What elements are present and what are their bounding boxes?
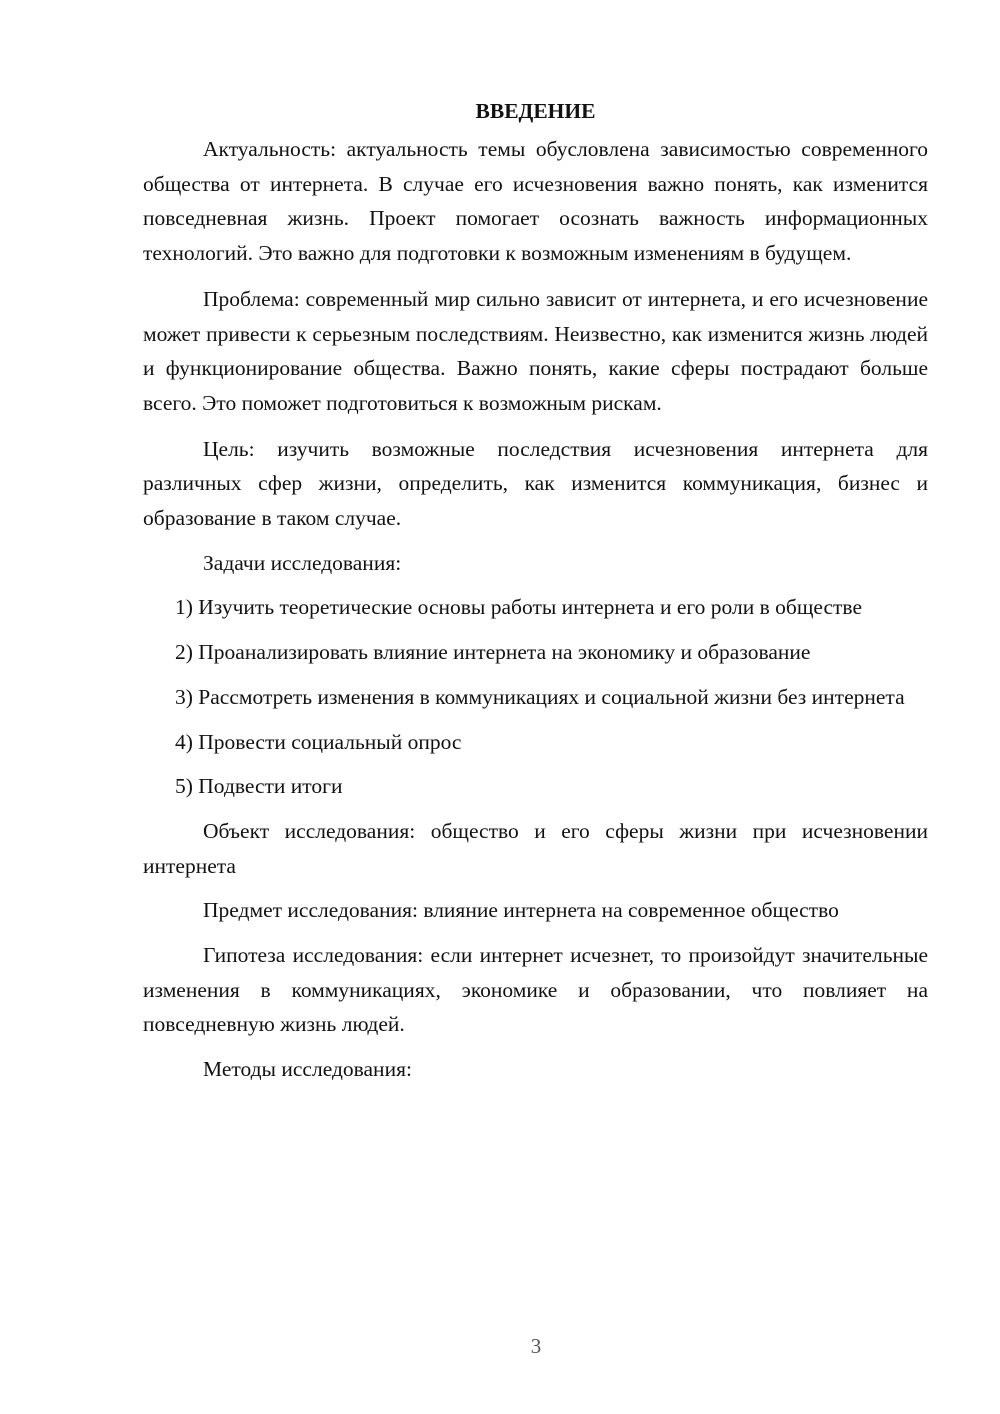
task-item-4: 4) Провести социальный опрос — [175, 729, 462, 754]
tasks-title: Задачи исследования: — [203, 550, 402, 575]
task-item-5: 5) Подвести итоги — [175, 774, 343, 799]
task-item-3: 3) Рассмотреть изменения в коммуникациях и социальной жизни без интернета — [175, 684, 905, 709]
relevance-paragraph: Актуальность: актуальность темы обусловлена зависимостью современного общества от интернета. В случае его исчезновения важно понять, как изменится повседневная жизнь. Проект помогает осознать важность информационных технологий. Это важно для подготовки к возможным изменениям в будущем. — [143, 137, 928, 266]
document-page — [143, 96, 928, 1087]
goal-paragraph: Цель: изучить возможные последствия исчезновения интернета для различных сфер жизни, определить, как изменится коммуникация, бизнес и образование в таком случае. — [143, 436, 928, 531]
section-heading: ВВЕДЕНИЕ — [475, 99, 596, 123]
task-item-1: 1) Изучить теоретические основы работы интернета и его роли в обществе — [175, 595, 862, 620]
methods-title: Методы исследования: — [203, 1057, 412, 1082]
hypothesis-paragraph: Гипотеза исследования: если интернет исчезнет, то произойдут значительные изменения в коммуникациях, экономике и образовании, что повлияет на повседневную жизнь людей. — [143, 943, 928, 1037]
object-paragraph: Объект исследования: общество и его сферы жизни при исчезновении интернета — [143, 818, 928, 878]
subject-paragraph: Предмет исследования: влияние интернета на современное общество — [203, 898, 839, 923]
task-item-2: 2) Проанализировать влияние интернета на экономику и образование — [175, 640, 811, 665]
page-number: 3 — [530, 1334, 542, 1358]
problem-paragraph: Проблема: современный мир сильно зависит от интернета, и его исчезновение может привести к серьезным последствиям. Неизвестно, как изменится жизнь людей и функционирование общества. Важно понять, какие сферы пострадают больше всего. Это поможет подготовиться к возможным рискам. — [143, 286, 928, 415]
